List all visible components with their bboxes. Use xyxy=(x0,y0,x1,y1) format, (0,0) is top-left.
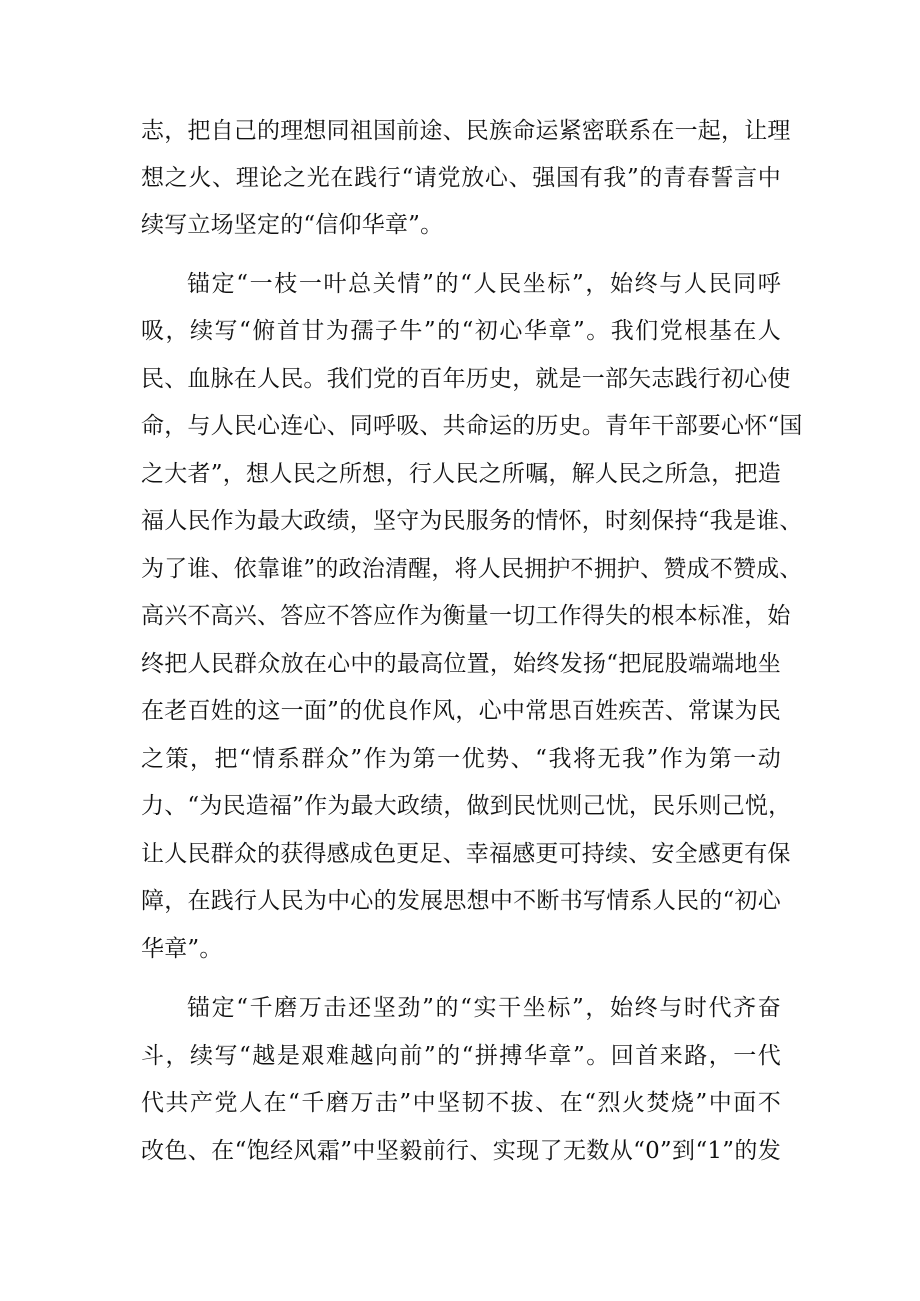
paragraph-line: 改色、在“饱经风霜”中坚毅前行、实现了无数从“0”到“1”的发 xyxy=(141,1138,781,1164)
paragraph-line: 吸，续写“俯首甘为孺子牛”的“初心华章”。我们党根基在人 xyxy=(141,318,781,344)
paragraph-line: 民、血脉在人民。我们党的百年历史，就是一部矢志践行初心使 xyxy=(141,366,791,392)
paragraph-line: 命，与人民心连心、同呼吸、共命运的历史。青年干部要心怀“国 xyxy=(141,413,803,439)
paragraph-line: 想之火、理论之光在践行“请党放心、强国有我”的青春誓言中 xyxy=(141,165,781,191)
paragraph-line: 之策，把“情系群众”作为第一优势、“我将无我”作为第一动 xyxy=(141,746,781,772)
paragraph-line: 让人民群众的获得感成色更足、幸福感更可持续、安全感更有保 xyxy=(141,841,791,867)
paragraph-line: 续写立场坚定的“信仰华章”。 xyxy=(141,212,444,238)
paragraph-line: 障，在践行人民为中心的发展思想中不断书写情系人民的“初心 xyxy=(141,888,781,914)
paragraph-line: 锚定“千磨万击还坚劲”的“实干坐标”，始终与时代齐奋 xyxy=(187,995,781,1021)
paragraph-line: 为了谁、依靠谁”的政治清醒，将人民拥护不拥护、赞成不赞成、 xyxy=(141,556,803,582)
paragraph-line: 在老百姓的这一面”的优良作风，心中常思百姓疾苦、常谋为民 xyxy=(141,698,781,724)
paragraph-line: 终把人民群众放在心中的最高位置，始终发扬“把屁股端端地坐 xyxy=(141,651,781,677)
paragraph-line: 福人民作为最大政绩，坚守为民服务的情怀，时刻保持“我是谁、 xyxy=(141,508,803,534)
paragraph-line: 代共产党人在“千磨万击”中坚韧不拔、在“烈火焚烧”中面不 xyxy=(141,1090,781,1116)
paragraph-line: 高兴不高兴、答应不答应作为衡量一切工作得失的根本标准，始 xyxy=(141,603,791,629)
paragraph-line: 志，把自己的理想同祖国前途、民族命运紧密联系在一起，让理 xyxy=(141,118,791,144)
paragraph-line: 力、“为民造福”作为最大政绩，做到民忧则己忧，民乐则己悦， xyxy=(141,793,792,819)
paragraph-line: 之大者”，想人民之所想，行人民之所嘱，解人民之所急，把造 xyxy=(141,461,781,487)
paragraph-line: 斗，续写“越是艰难越向前”的“拼搏华章”。回首来路，一代 xyxy=(141,1043,781,1069)
paragraph-line: 华章”。 xyxy=(141,936,223,962)
paragraph-line: 锚定“一枝一叶总关情”的“人民坐标”，始终与人民同呼 xyxy=(187,271,781,297)
